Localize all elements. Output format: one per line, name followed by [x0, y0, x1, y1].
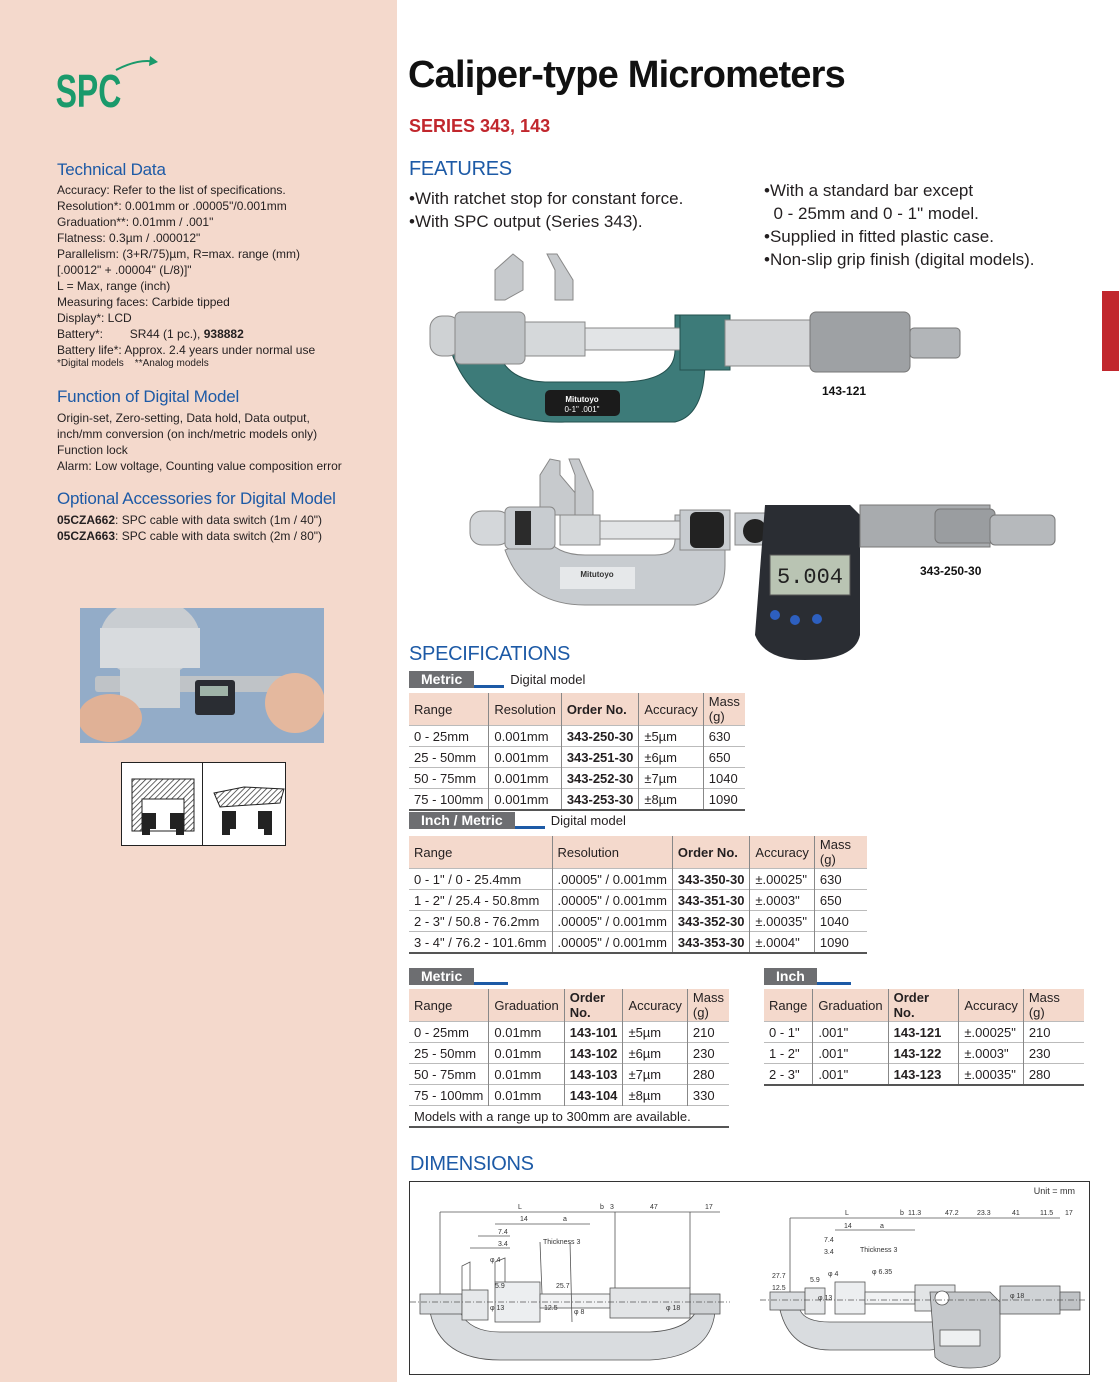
svg-text:17: 17 [1065, 1210, 1073, 1217]
table-cell: .00005" / 0.001mm [552, 869, 672, 890]
accessories-list: 05CZA662: SPC cable with data switch (1m / 40") 05CZA663: SPC cable with data switch (2m / 80") [57, 513, 323, 543]
table-row [409, 932, 867, 954]
column-header: Graduation [489, 989, 564, 1022]
table-cell: 0.01mm [489, 1043, 564, 1064]
table-cell: 230 [687, 1043, 729, 1064]
table-row [409, 911, 867, 932]
svg-text:11.3: 11.3 [908, 1210, 922, 1217]
column-header: Order No. [561, 693, 639, 726]
table-row [409, 768, 745, 789]
column-header: Resolution [552, 836, 672, 869]
analog-micrometer-image [425, 250, 970, 440]
table-cell: .001" [813, 1022, 888, 1043]
table-row [764, 1022, 1084, 1043]
table-cell: 143-122 [888, 1043, 959, 1064]
column-header: Accuracy [959, 989, 1023, 1022]
svg-text:3: 3 [610, 1204, 614, 1211]
column-header: Mass (g) [703, 693, 745, 726]
page-title: Caliper-type Micrometers [408, 54, 845, 96]
table-cell: 630 [814, 869, 867, 890]
column-header: Accuracy [750, 836, 814, 869]
column-header: Range [409, 693, 489, 726]
svg-text:Mitutoyo: Mitutoyo [580, 570, 614, 579]
table-cell: 0.001mm [489, 726, 561, 747]
measuring-faces-diagram [121, 762, 286, 846]
table-cell: 2 - 3" [764, 1064, 813, 1086]
table-cell: 280 [687, 1064, 729, 1085]
svg-text:14: 14 [844, 1223, 852, 1230]
features-heading: FEATURES [409, 158, 512, 180]
table-cell: 143-103 [564, 1064, 623, 1085]
table-cell: ±.00025" [750, 869, 814, 890]
table-row [409, 1022, 729, 1043]
table-header-row [409, 836, 867, 869]
table-cell: 1040 [814, 911, 867, 932]
table-note-row [409, 1106, 729, 1128]
spc-logo [54, 52, 164, 112]
digital-model-label: 343-250-30 [920, 564, 982, 578]
table-cell: .00005" / 0.001mm [552, 932, 672, 954]
table-cell: ±7µm [639, 768, 703, 789]
table-cell: 0 - 25mm [409, 726, 489, 747]
table-cell: 343-251-30 [561, 747, 639, 768]
table-row [409, 890, 867, 911]
table-row [409, 1043, 729, 1064]
table-cell: 0 - 1" [764, 1022, 813, 1043]
digital-metric-table [409, 693, 745, 811]
table-cell: 330 [687, 1085, 729, 1106]
analog-model-label: 143-121 [822, 384, 867, 398]
svg-text:23.3: 23.3 [977, 1210, 991, 1217]
table-cell: 50 - 75mm [409, 768, 489, 789]
features-col2: •With a standard bar except 0 - 25mm and 0 - 1" model. •Supplied in fitted plastic case. •Non-slip grip finish (digital models). [764, 181, 1035, 269]
analog-inch-table [764, 989, 1084, 1086]
column-header: Order No. [564, 989, 623, 1022]
dimensions-box [409, 1181, 1090, 1375]
svg-text:a: a [880, 1223, 884, 1230]
table-cell: 343-350-30 [672, 869, 750, 890]
column-header: Accuracy [623, 989, 687, 1022]
table-cell: 0.001mm [489, 789, 561, 811]
function-heading: Function of Digital Model [57, 387, 240, 406]
table-cell: ±.0003" [959, 1043, 1023, 1064]
digital-inch-table [409, 836, 867, 954]
svg-text:5.9: 5.9 [810, 1277, 820, 1284]
accessories-heading: Optional Accessories for Digital Model [57, 489, 336, 508]
svg-text:3.4: 3.4 [498, 1241, 508, 1248]
table-cell: 1090 [814, 932, 867, 954]
technical-data-heading: Technical Data [57, 160, 166, 179]
column-header: Mass (g) [814, 836, 867, 869]
svg-text:14: 14 [520, 1216, 528, 1223]
analog-inch-label: Inch [764, 967, 851, 985]
table-cell: 143-104 [564, 1085, 623, 1106]
svg-text:φ 13: φ 13 [490, 1305, 505, 1312]
table-cell: ±.00025" [959, 1022, 1023, 1043]
table-cell: .001" [813, 1043, 888, 1064]
table-cell: 143-123 [888, 1064, 959, 1086]
svg-text:φ 6.35: φ 6.35 [872, 1269, 893, 1276]
table-row [409, 869, 867, 890]
svg-text:5.9: 5.9 [495, 1283, 505, 1290]
left-panel [0, 0, 397, 1382]
table-cell: ±.0004" [750, 932, 814, 954]
table-cell: 1090 [703, 789, 745, 811]
table-cell: ±6µm [623, 1043, 687, 1064]
analog-metric-label: Metric [409, 967, 508, 985]
svg-text:a: a [563, 1216, 567, 1223]
table-cell: 75 - 100mm [409, 789, 489, 811]
table-cell: 143-101 [564, 1022, 623, 1043]
table-cell: 343-250-30 [561, 726, 639, 747]
svg-text:b: b [900, 1210, 904, 1217]
usage-photo [80, 608, 324, 743]
table-cell: .001" [813, 1064, 888, 1086]
table-cell: 0.001mm [489, 768, 561, 789]
specifications-heading: SPECIFICATIONS [409, 643, 571, 665]
features-col1: •With ratchet stop for constant force. •With SPC output (Series 343). [409, 189, 684, 231]
svg-text:5.004: 5.004 [776, 565, 844, 590]
table-cell: ±.00035" [750, 911, 814, 932]
table-cell: 650 [703, 747, 745, 768]
table-cell: 143-121 [888, 1022, 959, 1043]
column-header: Range [764, 989, 813, 1022]
table-cell: 143-102 [564, 1043, 623, 1064]
svg-text:φ 18: φ 18 [666, 1305, 681, 1312]
svg-text:7.4: 7.4 [498, 1229, 508, 1236]
table-row [409, 789, 745, 811]
column-header: Accuracy [639, 693, 703, 726]
series-subtitle: SERIES 343, 143 [409, 116, 551, 136]
table-cell: 25 - 50mm [409, 747, 489, 768]
table-cell: 0.01mm [489, 1064, 564, 1085]
table-cell: 343-353-30 [672, 932, 750, 954]
svg-text:L: L [845, 1210, 849, 1217]
column-header: Range [409, 836, 552, 869]
table-cell: ±.00035" [959, 1064, 1023, 1086]
table-cell: 230 [1023, 1043, 1084, 1064]
table-cell: 210 [1023, 1022, 1084, 1043]
table-cell: 1 - 2" [764, 1043, 813, 1064]
table-cell: 343-352-30 [672, 911, 750, 932]
table-header-row [409, 693, 745, 726]
table-cell: 0.01mm [489, 1085, 564, 1106]
table-cell: 1040 [703, 768, 745, 789]
table-cell: ±8µm [639, 789, 703, 811]
svg-text:27.7: 27.7 [772, 1273, 786, 1280]
table-cell: ±5µm [623, 1022, 687, 1043]
table-cell: 3 - 4" / 76.2 - 101.6mm [409, 932, 552, 954]
svg-text:SPC: SPC [55, 66, 122, 112]
table-cell: 0 - 25mm [409, 1022, 489, 1043]
table-cell: 2 - 3" / 50.8 - 76.2mm [409, 911, 552, 932]
svg-text:φ 8: φ 8 [574, 1309, 585, 1316]
unit-label: Unit = mm [1033, 1186, 1075, 1196]
technical-data-list: Accuracy: Refer to the list of specifications. Resolution*: 0.001mm or .00005"/0.001mm Graduation**: 0.01mm / .001" Flatness: 0.3µm / .000012" Parallelism: (3+R/75)µm, R=max. range (mm) [.00012" + .00004" (L/8)]" L = Max, range (inch) Measuring faces: Carbide tipped Display*: LCD Battery*: SR44 (1 pc.), 938882 Battery life*: Approx. 2.4 years under normal use *Digital models **Analog models [57, 183, 316, 369]
table-cell: 280 [1023, 1064, 1084, 1086]
digital-inch-label: Inch / Metric Digital model [409, 811, 626, 829]
svg-text:3.4: 3.4 [824, 1249, 834, 1256]
svg-text:25.7: 25.7 [556, 1283, 570, 1290]
digital-metric-label: Metric Digital model [409, 670, 585, 688]
column-header: Mass (g) [687, 989, 729, 1022]
table-cell: 650 [814, 890, 867, 911]
table-cell: 210 [687, 1022, 729, 1043]
column-header: Graduation [813, 989, 888, 1022]
svg-text:φ 18: φ 18 [1010, 1293, 1025, 1300]
table-cell: .00005" / 0.001mm [552, 911, 672, 932]
svg-text:41: 41 [1012, 1210, 1020, 1217]
table-cell: 1 - 2" / 25.4 - 50.8mm [409, 890, 552, 911]
svg-text:L: L [518, 1204, 522, 1211]
table-cell: ±5µm [639, 726, 703, 747]
table-row [409, 747, 745, 768]
svg-text:47.2: 47.2 [945, 1210, 959, 1217]
table-cell: 343-252-30 [561, 768, 639, 789]
svg-text:Thickness 3: Thickness 3 [543, 1239, 581, 1246]
table-row [409, 1064, 729, 1085]
function-list: Origin-set, Zero-setting, Data hold, Data output, inch/mm conversion (on inch/metric models only) Function lock Alarm: Low voltage, Counting value composition error [57, 411, 342, 473]
table-cell: 343-253-30 [561, 789, 639, 811]
column-header: Order No. [888, 989, 959, 1022]
dimension-drawings [410, 1182, 1089, 1374]
column-header: Range [409, 989, 489, 1022]
table-cell: 25 - 50mm [409, 1043, 489, 1064]
table-row [409, 726, 745, 747]
column-header: Order No. [672, 836, 750, 869]
svg-text:0-1" .001": 0-1" .001" [564, 405, 600, 414]
svg-text:7.4: 7.4 [824, 1237, 834, 1244]
svg-text:12.5: 12.5 [544, 1305, 558, 1312]
table-note: Models with a range up to 300mm are available. [409, 1106, 729, 1128]
svg-text:φ 4: φ 4 [490, 1257, 501, 1264]
table-row [764, 1043, 1084, 1064]
svg-text:47: 47 [650, 1204, 658, 1211]
svg-text:b: b [600, 1204, 604, 1211]
svg-text:Thickness 3: Thickness 3 [860, 1247, 898, 1254]
column-header: Resolution [489, 693, 561, 726]
table-cell: 630 [703, 726, 745, 747]
analog-metric-table [409, 989, 729, 1128]
page-edge-tab [1102, 291, 1119, 371]
table-cell: .00005" / 0.001mm [552, 890, 672, 911]
dimensions-heading: DIMENSIONS [410, 1153, 534, 1175]
table-cell: 50 - 75mm [409, 1064, 489, 1085]
table-cell: ±7µm [623, 1064, 687, 1085]
svg-text:φ 4: φ 4 [828, 1271, 839, 1278]
table-cell: ±8µm [623, 1085, 687, 1106]
table-cell: 0 - 1" / 0 - 25.4mm [409, 869, 552, 890]
svg-text:φ 13: φ 13 [818, 1295, 833, 1302]
table-row [764, 1064, 1084, 1086]
table-cell: 75 - 100mm [409, 1085, 489, 1106]
table-cell: 0.001mm [489, 747, 561, 768]
table-row [409, 1085, 729, 1106]
table-cell: 0.01mm [489, 1022, 564, 1043]
table-header-row [764, 989, 1084, 1022]
svg-text:17: 17 [705, 1204, 713, 1211]
svg-text:12.5: 12.5 [772, 1285, 786, 1292]
table-header-row [409, 989, 729, 1022]
table-cell: 343-351-30 [672, 890, 750, 911]
svg-text:11.5: 11.5 [1040, 1210, 1054, 1217]
table-cell: ±.0003" [750, 890, 814, 911]
digital-micrometer-image [465, 455, 1065, 665]
svg-text:Mitutoyo: Mitutoyo [565, 395, 599, 404]
table-cell: ±6µm [639, 747, 703, 768]
column-header: Mass (g) [1023, 989, 1084, 1022]
